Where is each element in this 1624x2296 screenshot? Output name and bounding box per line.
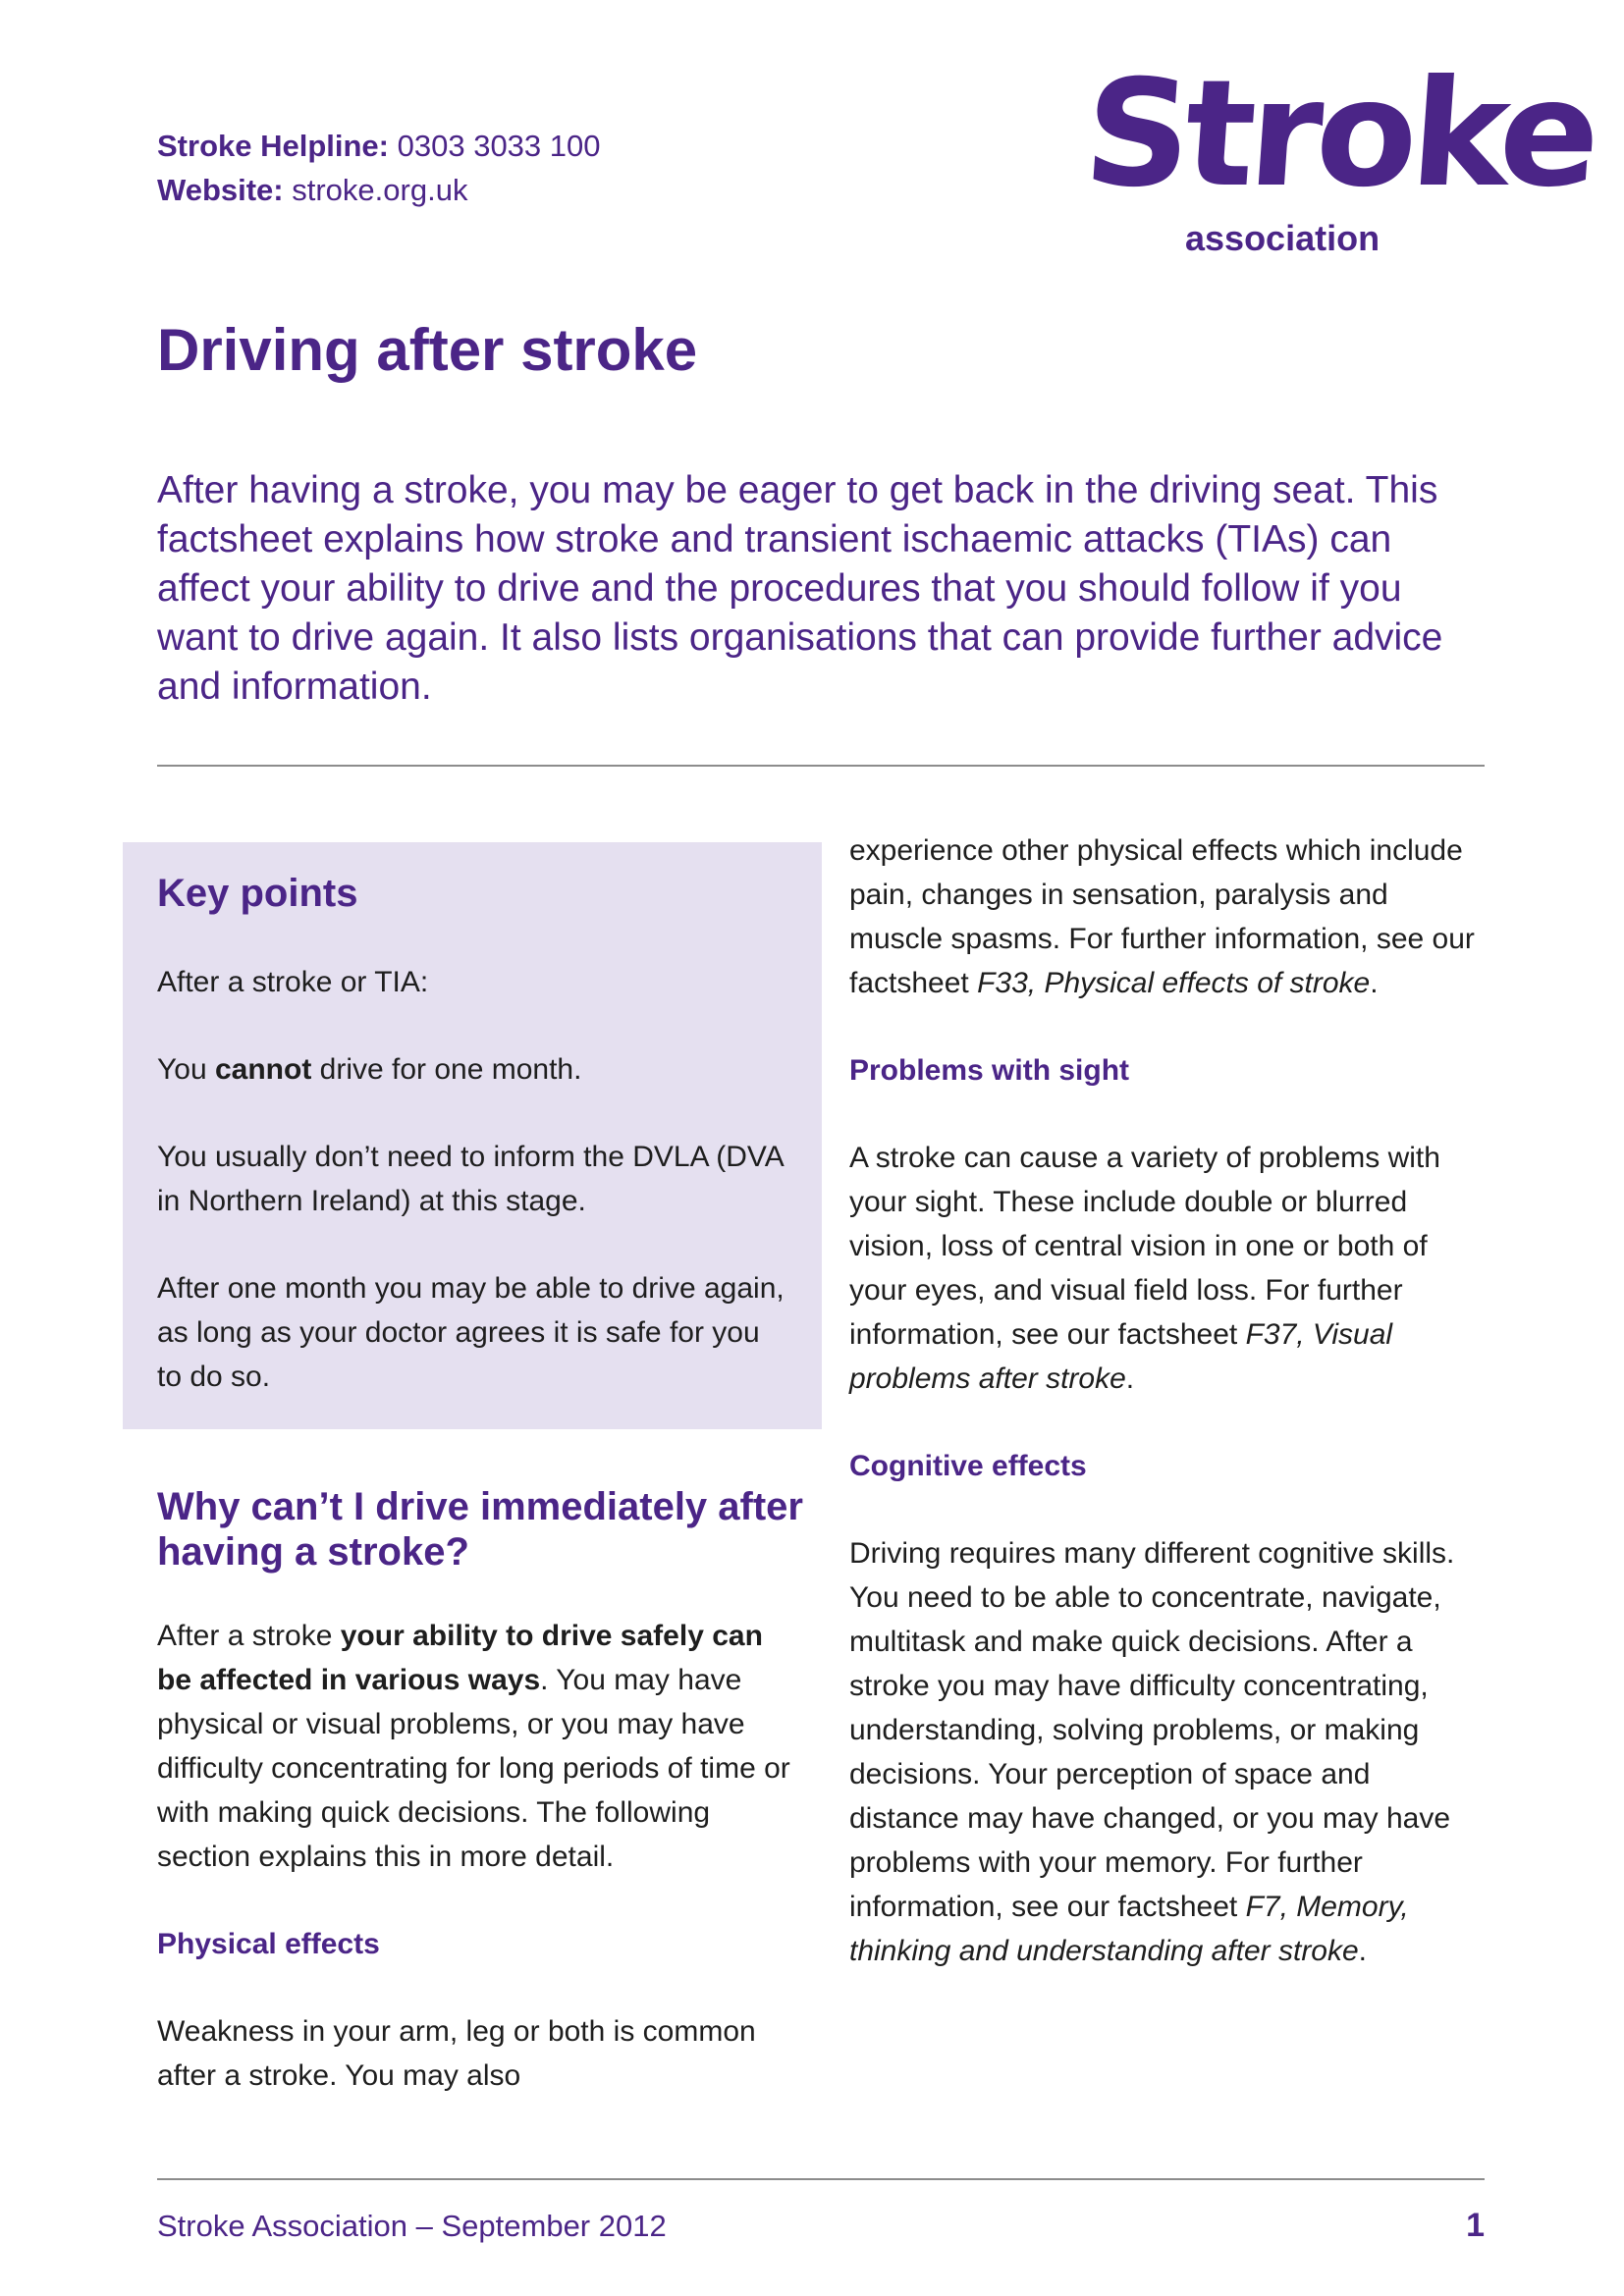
website-link[interactable]: stroke.org.uk	[292, 173, 468, 207]
cognitive-paragraph: Driving requires many different cognitive skills. You need to be able to concentrate, navigate, multitask and make quick decisions. After a stroke you may have difficulty concentrating, understanding, solving problems, or making decisions. Your perception of space and distance may have changed, or you may have problems with your memory. For further information, see our factsheet F7, Memory, thinking and understanding after stroke.	[849, 1537, 1455, 1967]
footer-text: Stroke Association – September 2012	[157, 2209, 667, 2243]
key-points-heading: Key points	[157, 872, 358, 915]
why-paragraph: After a stroke your ability to drive safely can be affected in various ways. You may have physical or visual problems, or you may have difficulty concentrating for long periods of time or with making quick decisions. The following section explains this in more detail.	[157, 1620, 790, 1873]
cognitive-heading: Cognitive effects	[849, 1450, 1087, 1482]
factsheet-ref-f33: F33, Physical effects of stroke	[977, 967, 1371, 999]
logo-subtitle: association	[1185, 218, 1380, 258]
helpline-number[interactable]: 0303 3033 100	[397, 129, 601, 163]
right-column	[849, 828, 1488, 2016]
physical-effects-paragraph-cont: experience other physical effects which include pain, changes in sensation, paralysis and muscle spasms. For further information, see our factsheet F33, Physical effects of stroke.	[849, 834, 1475, 999]
key-points-box	[123, 842, 822, 1429]
physical-effects-heading: Physical effects	[157, 1928, 380, 1960]
page-title: Driving after stroke	[157, 317, 698, 383]
factsheet-ref-f7: F7, Memory, thinking and understanding after stroke	[849, 1891, 1409, 1967]
factsheet-ref-f37: F37, Visual problems after stroke	[849, 1318, 1393, 1395]
left-column	[157, 1484, 805, 2141]
top-divider	[157, 765, 1485, 767]
website-label: Website:	[157, 173, 284, 207]
key-points-lead: After a stroke or TIA:	[157, 966, 429, 998]
bottom-divider	[157, 2178, 1485, 2180]
helpline-line	[157, 124, 601, 168]
sight-heading: Problems with sight	[849, 1054, 1130, 1087]
helpline-label: Stroke Helpline:	[157, 129, 389, 163]
key-point-dvla: You usually don’t need to inform the DVLA (DVA in Northern Ireland) at this stage.	[157, 1141, 784, 1217]
key-point-after-one-month: After one month you may be able to drive again, as long as your doctor agrees it is safe for you to do so.	[157, 1272, 785, 1393]
stroke-association-logo	[1078, 49, 1600, 267]
website-line	[157, 168, 601, 212]
key-point-one-month: You cannot drive for one month.	[157, 1053, 582, 1086]
contact-info	[157, 124, 601, 212]
logo-wordmark: Stroke	[1078, 49, 1600, 220]
why-heading: Why can’t I drive immediately after having a stroke?	[157, 1485, 803, 1574]
physical-effects-paragraph-start: Weakness in your arm, leg or both is common after a stroke. You may also	[157, 2015, 756, 2092]
page-number: 1	[1466, 2207, 1485, 2244]
intro-paragraph: After having a stroke, you may be eager to get back in the driving seat. This factsheet explains how stroke and transient ischaemic attacks (TIAs) can affect your ability to drive and the procedures that you should follow if you want to drive again. It also lists organisations that can provide further advice and information.	[157, 469, 1443, 708]
sight-paragraph: A stroke can cause a variety of problems with your sight. These include double or blurred vision, loss of central vision in one or both of your eyes, and visual field loss. For further information, see our factsheet F37, Visual problems after stroke.	[849, 1142, 1440, 1395]
